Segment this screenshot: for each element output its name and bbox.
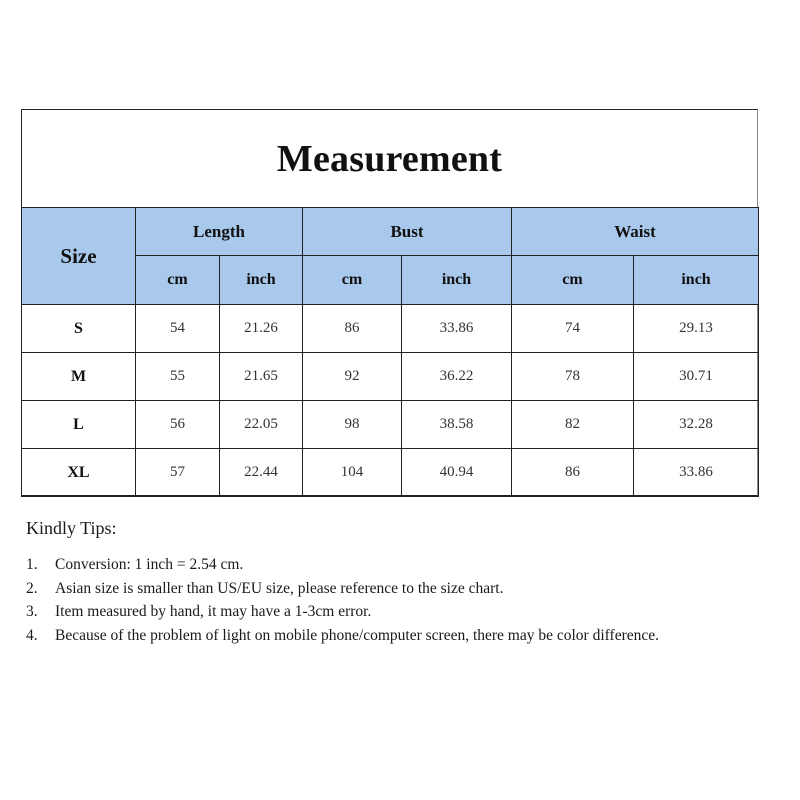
tip-number: 4. [26, 626, 38, 644]
size-header: Size [22, 208, 136, 305]
table-cell: 33.86 [634, 449, 759, 497]
table-cell: 30.71 [634, 353, 759, 401]
unit-header: cm [136, 256, 220, 305]
table-cell: 92 [303, 353, 402, 401]
table-cell: 86 [303, 305, 402, 353]
kindly-tips [26, 517, 766, 647]
size-table [21, 207, 759, 497]
table-cell: 22.44 [220, 449, 303, 497]
tip-text: Because of the problem of light on mobile phone/computer screen, there may be color difference. [55, 626, 659, 644]
size-cell: M [22, 353, 136, 401]
waist-header: Waist [512, 208, 759, 256]
table-cell: 33.86 [402, 305, 512, 353]
table-cell: 38.58 [402, 401, 512, 449]
table-row [22, 305, 759, 353]
tip-text: Item measured by hand, it may have a 1-3cm error. [55, 603, 372, 620]
table-cell: 104 [303, 449, 402, 497]
unit-header: inch [402, 256, 512, 305]
size-cell: S [22, 305, 136, 353]
table-row [22, 353, 759, 401]
list-item [26, 624, 766, 648]
list-item [26, 577, 766, 601]
table-cell: 32.28 [634, 401, 759, 449]
unit-header: inch [220, 256, 303, 305]
table-cell: 21.26 [220, 305, 303, 353]
table-cell: 22.05 [220, 401, 303, 449]
length-header: Length [136, 208, 303, 256]
table-cell: 40.94 [402, 449, 512, 497]
table-cell: 54 [136, 305, 220, 353]
tips-title: Kindly Tips: [26, 518, 117, 538]
table-cell: 82 [512, 401, 634, 449]
unit-header: inch [634, 256, 759, 305]
chart-title: Measurement [276, 138, 503, 180]
bust-header: Bust [303, 208, 512, 256]
table-cell: 78 [512, 353, 634, 401]
table-cell: 36.22 [402, 353, 512, 401]
table-cell: 21.65 [220, 353, 303, 401]
table-cell: 57 [136, 449, 220, 497]
unit-header: cm [303, 256, 402, 305]
table-row [22, 401, 759, 449]
size-cell: XL [22, 449, 136, 497]
list-item [26, 600, 766, 624]
list-item [26, 553, 766, 577]
size-cell: L [22, 401, 136, 449]
tip-text: Asian size is smaller than US/EU size, please reference to the size chart. [55, 579, 504, 597]
size-chart [21, 109, 758, 496]
table-cell: 86 [512, 449, 634, 497]
tip-number: 3. [26, 603, 38, 620]
table-row [22, 449, 759, 497]
table-cell: 56 [136, 401, 220, 449]
unit-header: cm [512, 256, 634, 305]
table-cell: 74 [512, 305, 634, 353]
tips-list [26, 553, 766, 647]
tip-number: 1. [26, 556, 38, 573]
table-cell: 29.13 [634, 305, 759, 353]
table-cell: 98 [303, 401, 402, 449]
tip-number: 2. [26, 579, 38, 597]
tip-text: Conversion: 1 inch = 2.54 cm. [55, 556, 244, 573]
group-header-row [22, 208, 759, 256]
table-cell: 55 [136, 353, 220, 401]
